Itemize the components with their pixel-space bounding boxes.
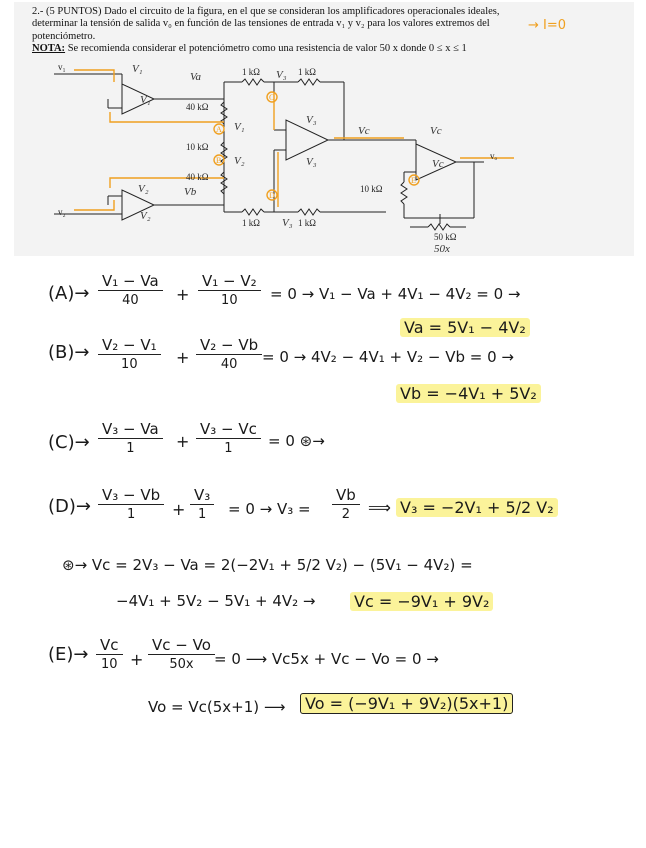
step-D-frac-2: $\frac{\text{V₃}}{1}$ [190, 486, 214, 522]
step-E-result: Vo = (−9V₁ + 9V₂)(5x+1) [300, 694, 513, 713]
hw-V3-low: V₃ [306, 156, 317, 168]
problem-line-2: determinar la tensión de salida v₀ en función de las tensiones de entrada v₁ y v₂ para los valores extremos del [32, 18, 490, 30]
step-D-arrow: ⟹ [368, 498, 391, 517]
label-r1k-c: 1 kΩ [242, 218, 260, 228]
hw-Vc-a: Vc [358, 125, 370, 137]
step-A-rest: = 0 → V₁ − Va + 4V₁ − 4V₂ = 0 → [270, 285, 521, 303]
hw-V2-mid: V₂ [234, 155, 245, 167]
step-star-line-1: ⊛→ Vc = 2V₃ − Va = 2(−2V₁ + 5/2 V₂) − (5V₁ − 4V₂) = [62, 556, 473, 574]
step-D-label: (D)→ [48, 496, 92, 517]
hw-V3-top: V₃ [276, 69, 287, 81]
step-D-frac-3: $\frac{Vb}{2}$ [332, 486, 360, 522]
hw-V1-top: V₁ [132, 63, 143, 75]
hw-V1-mid: V₁ [234, 121, 245, 133]
step-E-line-2: Vo = Vc(5x+1) ⟶ [148, 698, 286, 716]
step-B-rest: = 0 → 4V₂ − 4V₁ + V₂ − Vb = 0 → [262, 348, 514, 366]
step-A-label: (A)→ [48, 283, 90, 304]
note-label: NOTA: [32, 43, 66, 55]
note-text: Se recomienda considerar el potenciómetro como una resistencia de valor 50 x donde 0 ≤ x ≤ 1 [65, 43, 467, 55]
step-D-frac-1: $\frac{\text{V₃ − Vb}}{1}$ [98, 486, 164, 522]
step-B-result: Vb = −4V₁ + 5V₂ [396, 384, 541, 403]
label-v1: v₁ [58, 62, 66, 72]
step-B-frac-1: $\frac{\text{V₂ − V₁}}{10}$ [98, 336, 161, 372]
marker-D: D [269, 191, 275, 200]
label-r10k-b: 10 kΩ [360, 184, 383, 194]
marker-C: C [269, 93, 275, 102]
step-C-frac-1: $\frac{\text{V₃ − Va}}{1}$ [98, 420, 163, 456]
hw-V2-in: V₂ [138, 183, 149, 195]
hw-V3-in: V₃ [306, 114, 317, 126]
marker-A: A [216, 125, 222, 134]
step-C-plus: + [176, 432, 190, 451]
hw-50x: 50x [434, 243, 450, 255]
problem-statement [14, 2, 634, 256]
step-D-result: V₃ = −2V₁ + 5/2 V₂ [396, 498, 558, 517]
hw-V2-b: V₂ [140, 210, 151, 222]
problem-line-3: potenciómetro. [32, 30, 96, 42]
marker-E: E [411, 176, 416, 185]
hw-Vc-b: Vc [430, 125, 442, 137]
step-E-label: (E)→ [48, 644, 89, 665]
step-E-rest: = 0 ⟶ Vc5x + Vc − Vo = 0 → [214, 650, 439, 668]
label-r1k-a: 1 kΩ [242, 67, 260, 77]
opamp-3 [286, 120, 328, 160]
label-r1k-d: 1 kΩ [298, 218, 316, 228]
step-A-frac-1: $\frac{\text{V₁ − Va}}{40}$ [98, 272, 163, 308]
label-r1k-b: 1 kΩ [298, 67, 316, 77]
label-vo: vₒ [490, 151, 498, 161]
step-star-result: Vc = −9V₁ + 9V₂ [350, 592, 493, 611]
hw-Vb: Vb [184, 186, 197, 198]
marker-B: B [216, 156, 222, 165]
label-v2: v₂ [58, 207, 66, 217]
hw-V1-in: V₁ [140, 94, 151, 106]
problem-line-1: 2.- (5 PUNTOS) Dado el circuito de la figura, en el que se consideran los amplificadores operacionales ideales, [32, 6, 500, 17]
step-C-frac-2: $\frac{\text{V₃ − Vc}}{1}$ [196, 420, 261, 456]
step-A-plus: + [176, 285, 190, 304]
label-r10k: 10 kΩ [186, 142, 209, 152]
side-note-i-zero: → I=0 [528, 18, 567, 33]
step-E-plus: + [130, 650, 144, 669]
label-r40k-b: 40 kΩ [186, 172, 209, 182]
step-star-line-2a: −4V₁ + 5V₂ − 5V₁ + 4V₂ → [116, 592, 316, 610]
step-C-rest: = 0 ⊛→ [268, 432, 325, 450]
label-r40k-a: 40 kΩ [186, 102, 209, 112]
step-D-plus: + [172, 500, 186, 519]
hw-Vc-c: Vc [432, 158, 444, 170]
step-E-frac-2: $\frac{Vc - Vo}{50x}$ [148, 636, 215, 672]
circuit-diagram [14, 2, 634, 256]
step-D-rest: = 0 → V₃ = [228, 500, 311, 518]
label-r50k: 50 kΩ [434, 232, 457, 242]
step-B-frac-2: $\frac{\text{V₂ − Vb}}{40}$ [196, 336, 262, 372]
step-B-label: (B)→ [48, 342, 90, 363]
step-B-plus: + [176, 348, 190, 367]
step-A-frac-2: $\frac{\text{V₁ − V₂}}{10}$ [198, 272, 261, 308]
step-A-result: Va = 5V₁ − 4V₂ [400, 318, 530, 337]
hw-Va: Va [190, 71, 201, 83]
hw-V3-bot: V₃ [282, 217, 293, 229]
step-E-frac-1: $\frac{Vc}{10}$ [96, 636, 123, 672]
step-C-label: (C)→ [48, 432, 90, 453]
